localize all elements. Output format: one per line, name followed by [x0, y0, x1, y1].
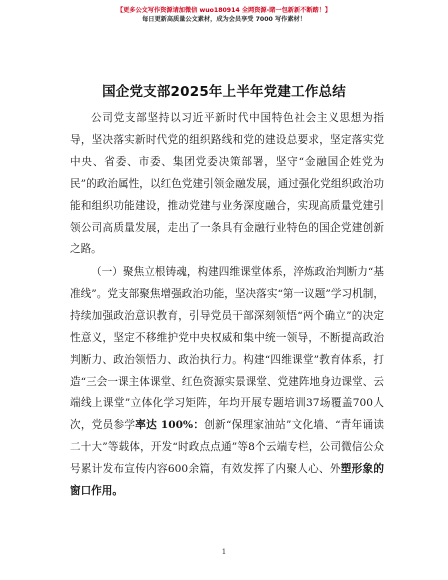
training-session-count: 37: [306, 397, 320, 410]
section-one-text-c: 人次，党员参学: [70, 397, 384, 432]
section-one-text-e: 个云端专栏，公司微信公众号累计发布宣传内容: [70, 441, 385, 476]
document-title: 国企党支部2025年上半年党建工作总结: [102, 84, 346, 100]
section-one-paragraph: [70, 262, 384, 503]
promo-banner-line2: 每日更新高质量公文素材，成为会员享受 7000 写作素材！: [142, 16, 306, 23]
cloud-column-count: 8: [248, 441, 255, 454]
promo-banner-line1: 【更多公文写作资源请加微信 wuo180914 全网资源-睹一包新新不断踏！】: [116, 7, 332, 14]
trainee-count: 700: [352, 397, 374, 410]
promo-banner: [0, 6, 448, 24]
section-one-text-a: （一）聚焦立根铸魂，构建四维课堂体系，淬炼政治判断力“基准线”。党支部聚焦增强政治功能，坚决落实“第一议题”学习机制，持续加强政治意识教育，引导党员干部深刻领悟“两个确立”的决定性意义，坚定不移维护党中央权威和集中统一领导，不断提高政治判断力、政治领悟力、政治执行力。构建“四维课堂”教育体系，打造“三会一课主体课堂、红色资源实景课堂、党建阵地身边课堂、云端线上课堂”立体化学习矩阵，年均开展专题培训: [70, 266, 384, 410]
section-one-text-b: 场覆盖: [319, 397, 353, 410]
participation-rate: 率达 100%：: [135, 419, 205, 432]
page-number: 1: [221, 548, 227, 556]
intro-paragraph: 公司党支部坚持以习近平新时代中国特色社会主义思想为指导，坚决落实新时代党的组织路线和党的建设总要求，坚定落实党中央、省委、市委、集团党委决策部署，坚守“金融国企姓党为民”的政治属性，以红色党建引领金融发展，通过强化党组织政治功能和组织功能建设，推动党建与业务深度融合，实现高质量党建引领公司高质量发展，走出了一条具有金融行业特色的国企党建创新之路。: [70, 112, 384, 256]
section-one-closing: 塑形象的窗口作用。: [70, 463, 384, 498]
article-count: 600: [167, 463, 189, 476]
section-one-text-f: 余篇，有效发挥了内聚人心、外: [188, 463, 341, 476]
section-one-text-d: 创新“保理家油站”文化墙、“青年诵读二十大”等载体，开发“时政点点通”等: [70, 419, 385, 454]
